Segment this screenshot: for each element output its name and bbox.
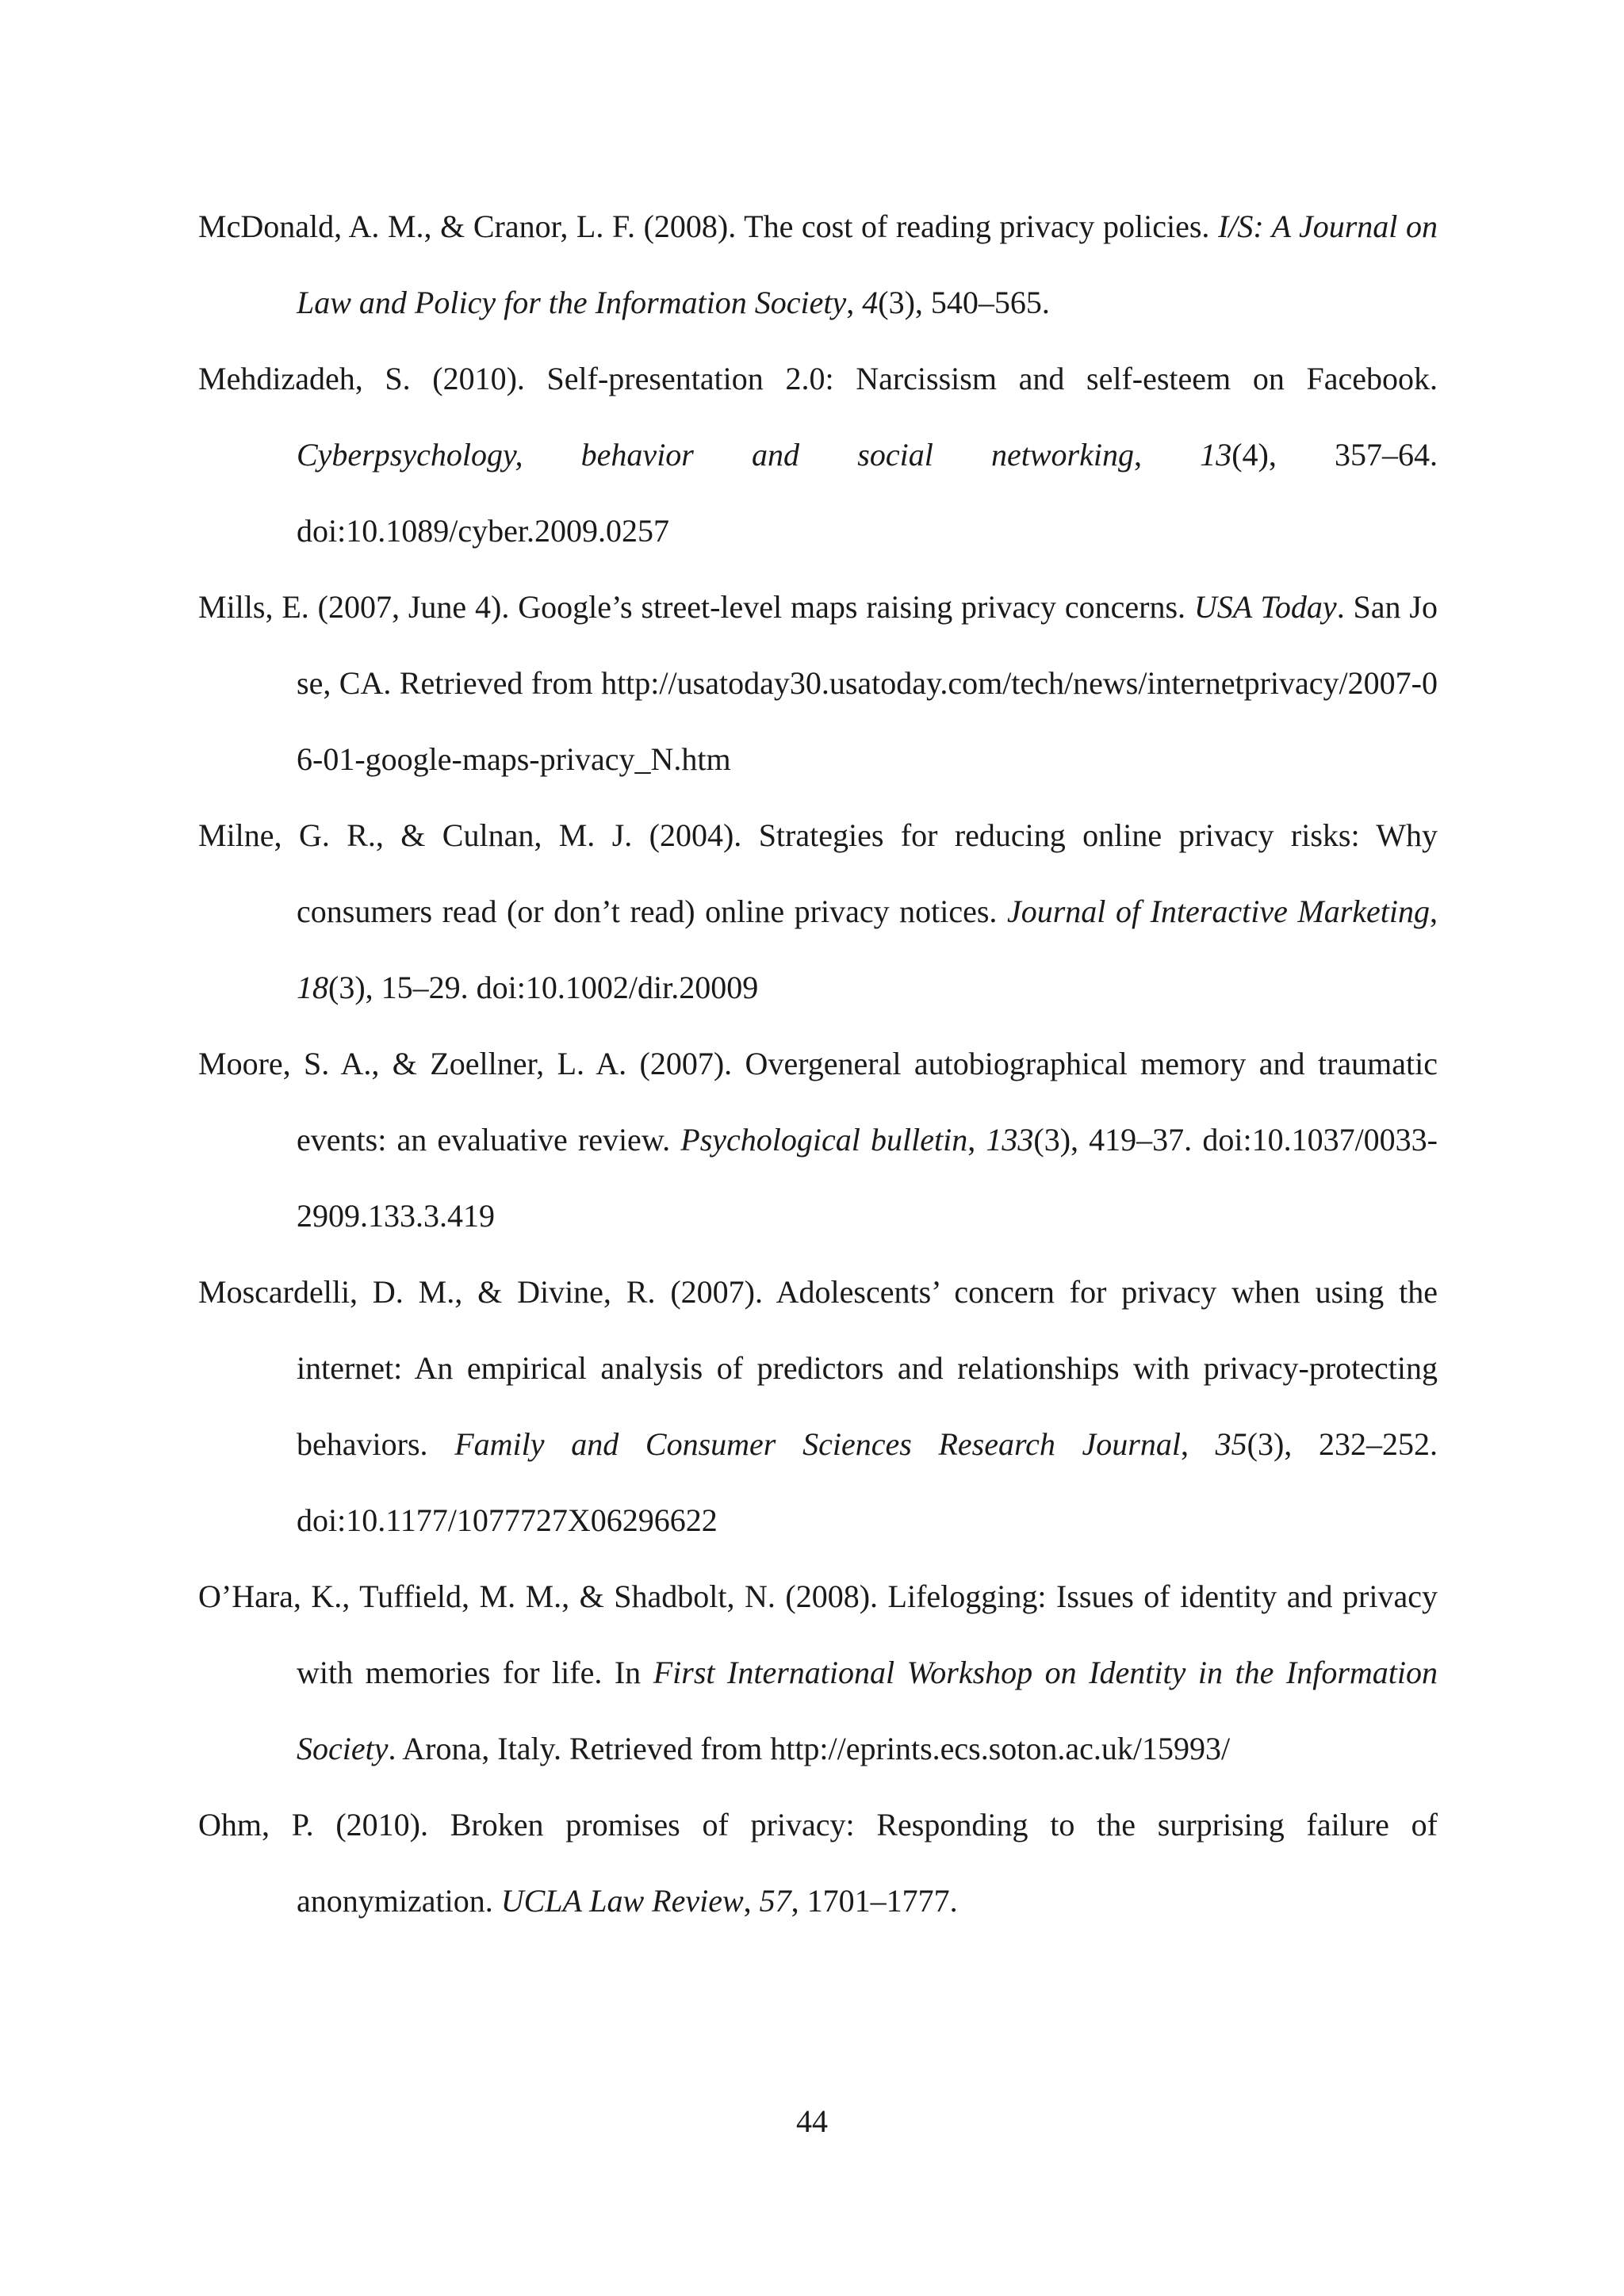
ref-text: Mehdizadeh, S. (2010). Self-presentation 2.0: Narcissism and self-esteem on Facebook. bbox=[198, 361, 1438, 396]
ref-text: (4), 357–64. doi:10.1089/cyber.2009.0257 bbox=[297, 437, 1438, 549]
ref-journal-title: Cyberpsychology, behavior and social networking bbox=[297, 437, 1134, 473]
ref-text: (3), 15–29. doi:10.1002/dir.20009 bbox=[328, 970, 759, 1005]
reference-entry bbox=[198, 1026, 1438, 1254]
ref-journal-title: USA Today bbox=[1193, 589, 1337, 625]
ref-text: , bbox=[846, 285, 863, 320]
reference-entry bbox=[198, 1254, 1438, 1559]
reference-entry bbox=[198, 1787, 1438, 1939]
ref-volume: 13 bbox=[1200, 437, 1232, 473]
ref-text: (3), 419–37. doi:10.1037/0033-2909.133.3.419 bbox=[297, 1122, 1438, 1234]
ref-journal-title: Family and Consumer Sciences Research Journal bbox=[454, 1426, 1181, 1462]
ref-text: . Arona, Italy. Retrieved from http://eprints.ecs.soton.ac.uk/15993/ bbox=[388, 1731, 1231, 1766]
reference-entry bbox=[198, 1559, 1438, 1787]
ref-volume: 35 bbox=[1215, 1426, 1247, 1462]
ref-text: Moore, S. A., & Zoellner, L. A. (2007). Overgeneral autobiographical memory and traumatic events: an evaluative review. bbox=[198, 1046, 1438, 1158]
ref-volume: 18 bbox=[297, 970, 328, 1005]
ref-text: , bbox=[1133, 437, 1201, 473]
ref-text: , bbox=[967, 1122, 986, 1158]
ref-text: , bbox=[743, 1883, 760, 1919]
ref-text: (3), 540–565. bbox=[878, 285, 1050, 320]
ref-text: Mills, E. (2007, June 4). Google’s street-level maps raising privacy concerns. bbox=[198, 589, 1194, 625]
reference-entry bbox=[198, 341, 1438, 569]
ref-text: McDonald, A. M., & Cranor, L. F. (2008). The cost of reading privacy policies. bbox=[198, 209, 1218, 244]
ref-journal-title: UCLA Law Review bbox=[500, 1883, 744, 1919]
ref-text: , bbox=[1180, 1426, 1216, 1462]
ref-text: Milne, G. R., & Culnan, M. J. (2004). Strategies for reducing online privacy risks: Why consumers read (or don’t read) online privacy notices. bbox=[198, 817, 1438, 929]
ref-text: Ohm, P. (2010). Broken promises of privacy: Responding to the surprising failure of anonymization. bbox=[198, 1807, 1438, 1919]
ref-volume: 133 bbox=[986, 1122, 1034, 1158]
ref-journal-title: Journal of Interactive Marketing bbox=[1006, 894, 1431, 929]
ref-text: Moscardelli, D. M., & Divine, R. (2007). Adolescents’ concern for privacy when using the internet: An empirical analysis of predictors and relationships with privacy-protecting behaviors. bbox=[198, 1274, 1438, 1462]
ref-text: O’Hara, K., Tuffield, M. M., & Shadbolt, N. (2008). Lifelogging: Issues of identity and privacy with memories for life. In bbox=[198, 1578, 1438, 1690]
ref-journal-title: First International Workshop on Identity in the Information Society bbox=[297, 1655, 1438, 1766]
ref-text: (3), 232–252. doi:10.1177/1077727X06296622 bbox=[297, 1426, 1438, 1538]
page-number: 44 bbox=[796, 2103, 828, 2139]
ref-volume: 57 bbox=[759, 1883, 791, 1919]
ref-text: , 1701–1777. bbox=[791, 1883, 958, 1919]
ref-text: , bbox=[1430, 894, 1438, 929]
reference-entry bbox=[198, 569, 1438, 798]
ref-journal-title: I/S: A Journal on Law and Policy for the Information Society bbox=[297, 209, 1438, 320]
reference-entry bbox=[198, 189, 1438, 341]
ref-text: . San Jose, CA. Retrieved from http://usatoday30.usatoday.com/tech/news/internetprivacy/2007-06-01-google-maps-privacy_N.htm bbox=[297, 589, 1438, 777]
reference-list bbox=[198, 189, 1438, 1939]
ref-journal-title: Psychological bulletin bbox=[680, 1122, 968, 1158]
reference-entry bbox=[198, 798, 1438, 1026]
ref-volume: 4 bbox=[862, 285, 879, 320]
